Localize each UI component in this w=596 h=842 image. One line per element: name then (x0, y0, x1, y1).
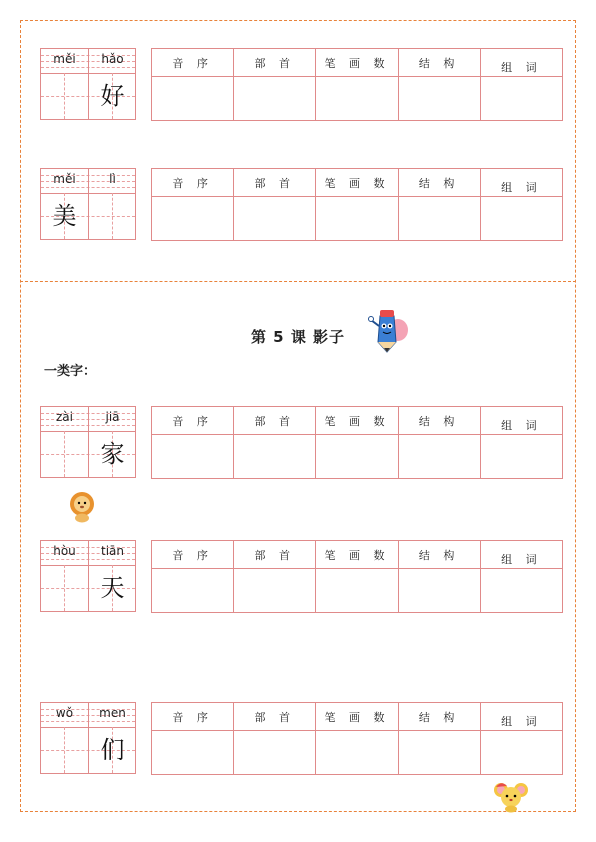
character-info-table (151, 168, 563, 241)
hanzi-left (41, 431, 88, 478)
table-header-cell: 笔 画 数 (316, 703, 398, 731)
pinyin-right: lì (109, 172, 116, 186)
hanzi-left (41, 565, 88, 612)
character-box (40, 540, 136, 612)
table-header-cell: 笔 画 数 (316, 407, 398, 435)
pinyin-right: men (99, 706, 126, 720)
answer-cell[interactable] (480, 569, 562, 613)
table-header-cell: 组 词 (480, 169, 562, 197)
character-box (40, 406, 136, 478)
answer-cell[interactable] (480, 197, 562, 241)
mouse-icon (493, 781, 529, 813)
table-header-cell: 部 首 (234, 169, 316, 197)
answer-cell[interactable] (234, 435, 316, 479)
hanzi-right: 们 (100, 736, 125, 764)
table-header-cell: 音 序 (152, 49, 234, 77)
pinyin-left: měi (53, 172, 76, 186)
pinyin-right: jiā (105, 410, 120, 424)
table-header-cell: 结 构 (398, 169, 480, 197)
answer-cell[interactable] (152, 569, 234, 613)
answer-cell[interactable] (234, 77, 316, 121)
answer-cell[interactable] (480, 77, 562, 121)
table-header-cell: 组 词 (480, 49, 562, 77)
hanzi-left (41, 73, 88, 120)
pinyin-left: hòu (53, 544, 76, 558)
table-header-cell: 组 词 (480, 541, 562, 569)
hanzi-right: 好 (100, 82, 125, 110)
hanzi-left (41, 727, 88, 774)
page-border-top (20, 20, 576, 21)
answer-cell[interactable] (480, 731, 562, 775)
table-header-cell: 部 首 (234, 49, 316, 77)
table-header-cell: 部 首 (234, 703, 316, 731)
hanzi-right: 天 (100, 574, 125, 602)
character-info-table (151, 702, 563, 775)
lion-icon (68, 491, 96, 523)
character-box (40, 168, 136, 240)
character-box (40, 48, 136, 120)
table-header-cell: 部 首 (234, 541, 316, 569)
answer-cell[interactable] (316, 77, 398, 121)
table-header-cell: 笔 画 数 (316, 169, 398, 197)
answer-cell[interactable] (316, 197, 398, 241)
hanzi-right (89, 193, 136, 240)
table-header-cell: 结 构 (398, 703, 480, 731)
pencil-mascot-icon (366, 306, 412, 356)
character-box (40, 702, 136, 774)
table-header-cell: 笔 画 数 (316, 541, 398, 569)
table-header-cell: 结 构 (398, 541, 480, 569)
answer-cell[interactable] (398, 435, 480, 479)
answer-cell[interactable] (234, 197, 316, 241)
answer-cell[interactable] (480, 435, 562, 479)
answer-cell[interactable] (398, 731, 480, 775)
hanzi-left: 美 (52, 202, 77, 230)
answer-cell[interactable] (234, 731, 316, 775)
answer-cell[interactable] (316, 435, 398, 479)
answer-cell[interactable] (152, 731, 234, 775)
answer-cell[interactable] (398, 77, 480, 121)
lesson-title: 第 5 课 影子 (250, 328, 346, 346)
answer-cell[interactable] (316, 731, 398, 775)
section-divider (20, 281, 576, 282)
pinyin-left: měi (53, 52, 76, 66)
answer-cell[interactable] (152, 197, 234, 241)
table-header-cell: 笔 画 数 (316, 49, 398, 77)
table-header-cell: 结 构 (398, 407, 480, 435)
character-info-table (151, 48, 563, 121)
table-header-cell: 部 首 (234, 407, 316, 435)
answer-cell[interactable] (398, 197, 480, 241)
table-header-cell: 组 词 (480, 407, 562, 435)
character-info-table (151, 540, 563, 613)
page-border-right (575, 20, 576, 812)
answer-cell[interactable] (152, 435, 234, 479)
table-header-cell: 音 序 (152, 407, 234, 435)
table-header-cell: 音 序 (152, 169, 234, 197)
table-header-cell: 结 构 (398, 49, 480, 77)
answer-cell[interactable] (152, 77, 234, 121)
pinyin-left: wǒ (55, 706, 74, 720)
pinyin-right: tiān (101, 544, 124, 558)
pinyin-right: hǎo (101, 52, 124, 66)
pinyin-left: zài (56, 410, 73, 424)
table-header-cell: 组 词 (480, 703, 562, 731)
answer-cell[interactable] (398, 569, 480, 613)
table-header-cell: 音 序 (152, 541, 234, 569)
table-header-cell: 音 序 (152, 703, 234, 731)
character-info-table (151, 406, 563, 479)
answer-cell[interactable] (316, 569, 398, 613)
page-border-left (20, 20, 21, 812)
answer-cell[interactable] (234, 569, 316, 613)
hanzi-right: 家 (100, 440, 125, 468)
section-subtitle: 一类字： (44, 364, 97, 379)
